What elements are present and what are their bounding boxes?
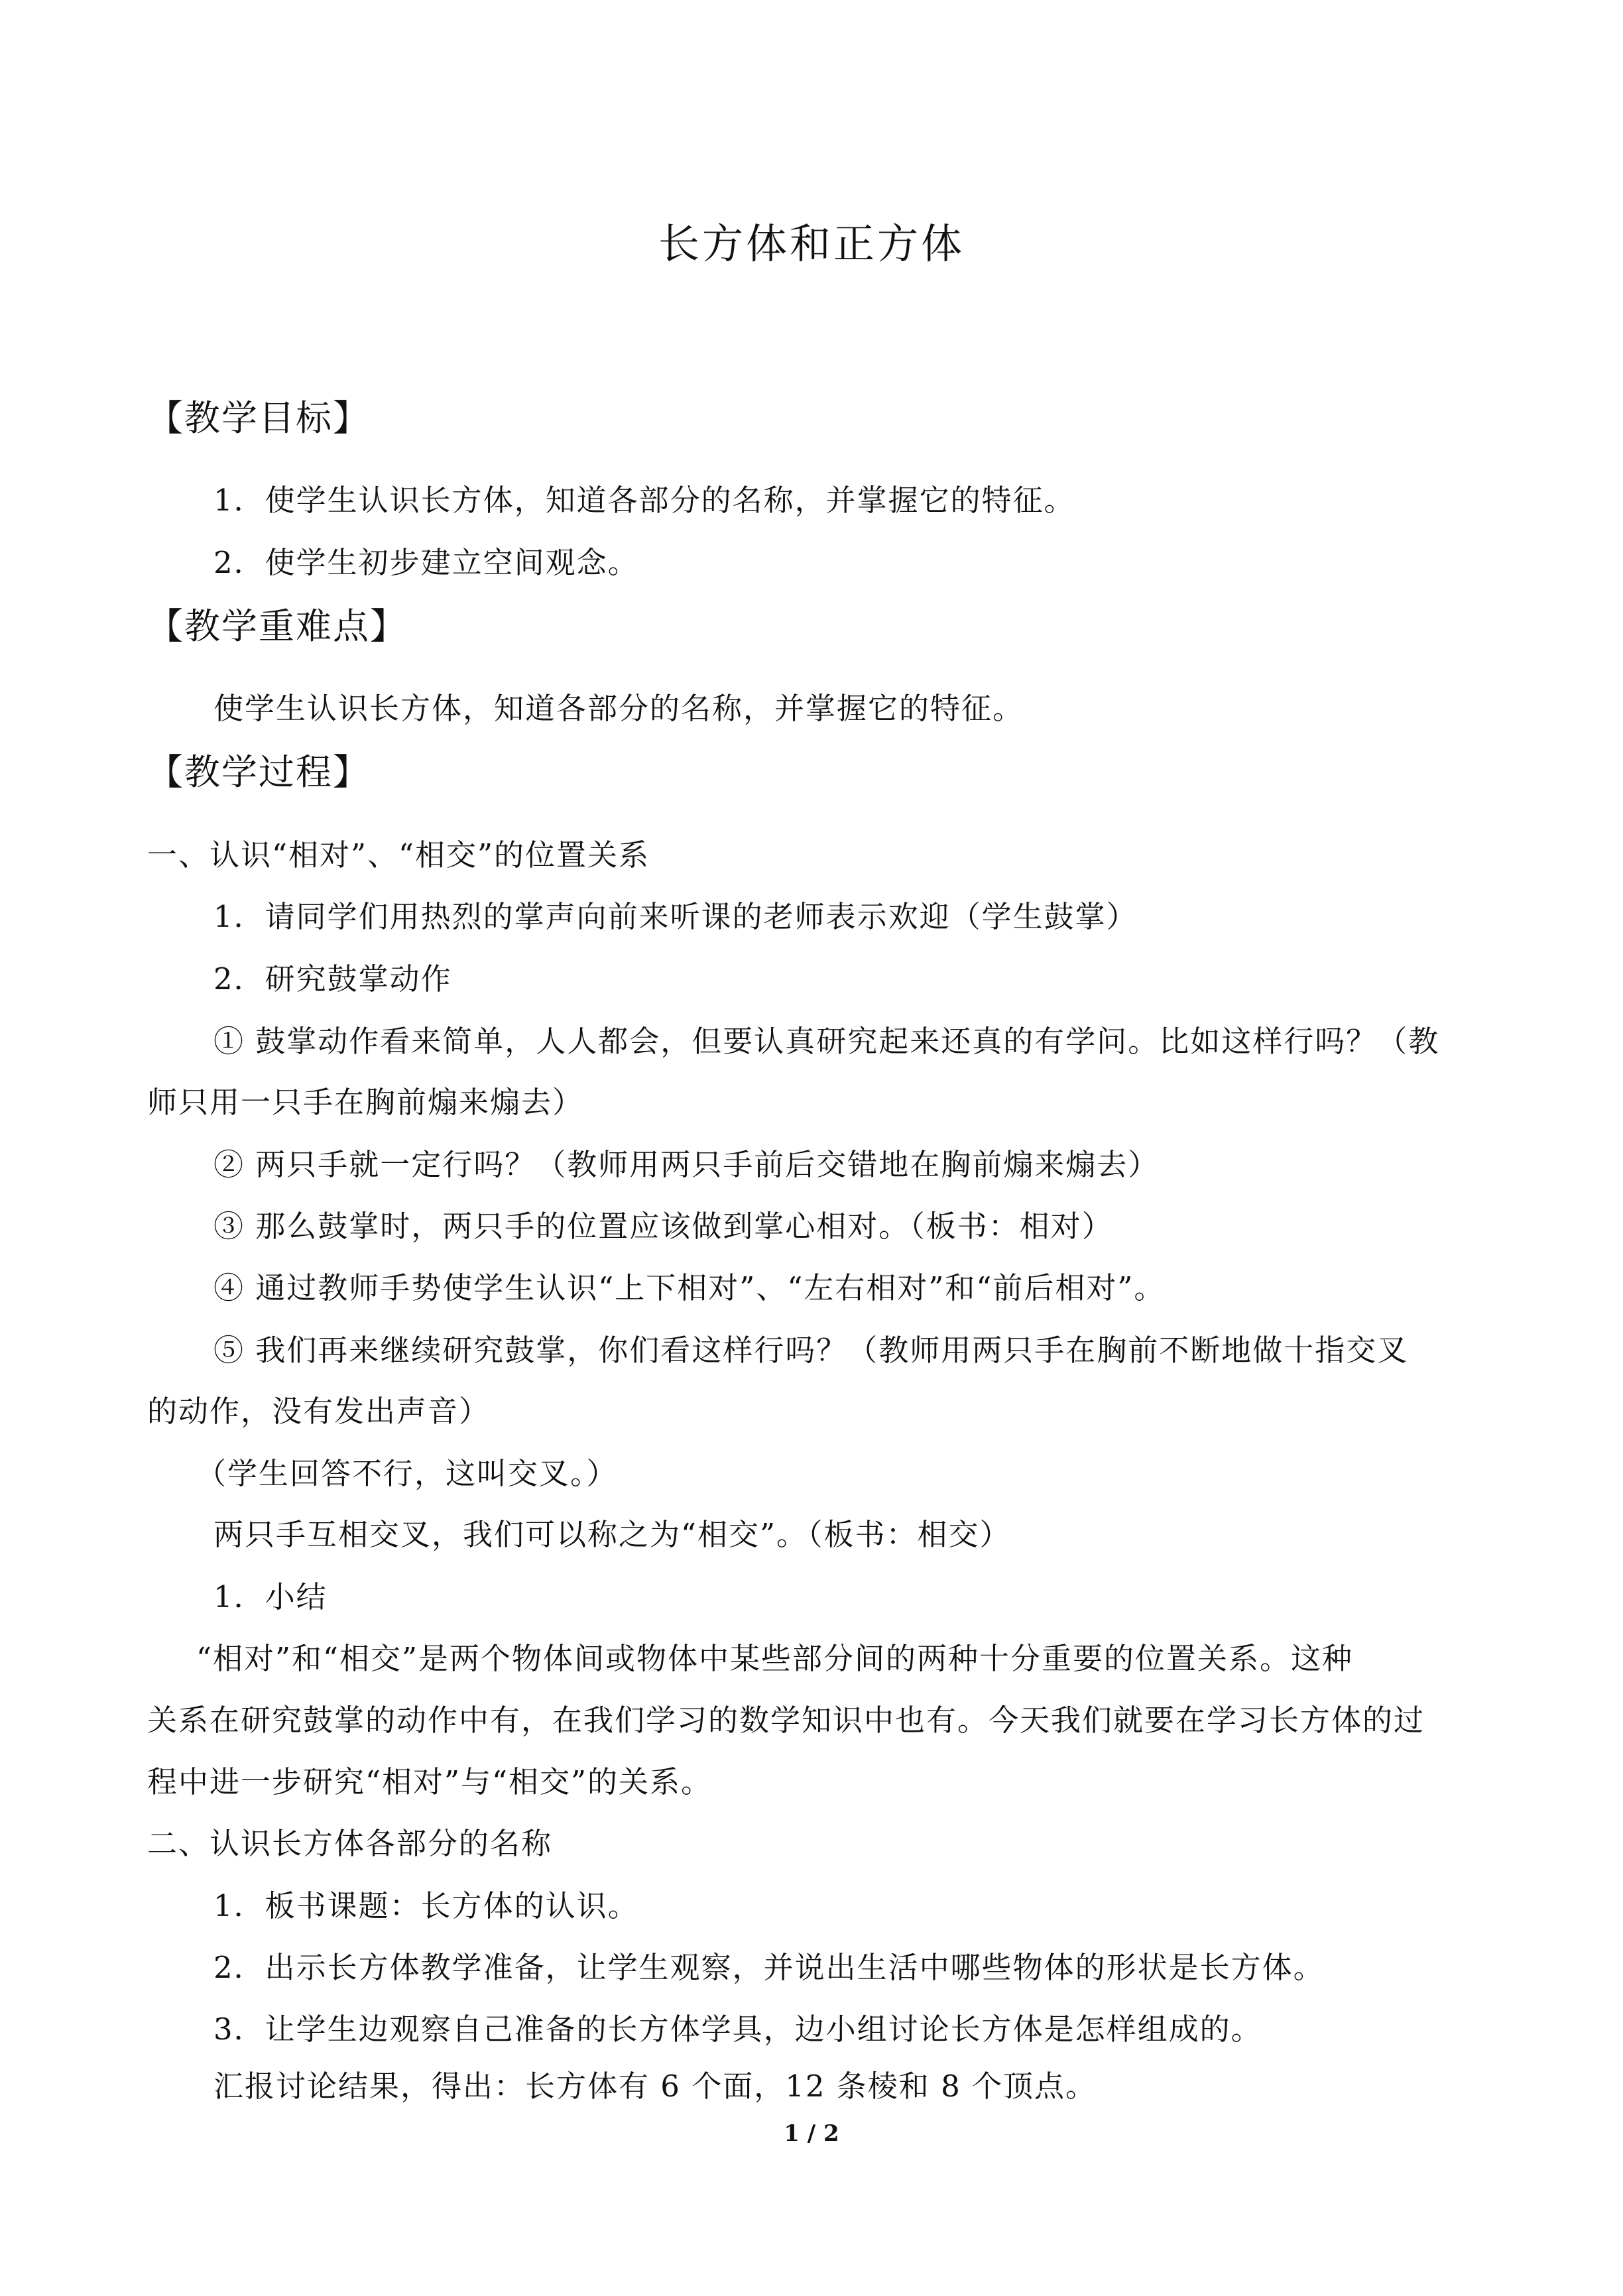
circle-item-2: ② 两只手就一定行吗？（教师用两只手前后交错地在胸前煽来煽去） bbox=[213, 1147, 1160, 1182]
summary-line-2: 关系在研究鼓掌的动作中有，在我们学习的数学知识中也有。今天我们就要在学习长方体的过 bbox=[147, 1703, 1425, 1738]
part1-step-1: 1．请同学们用热烈的掌声向前来听课的老师表示欢迎（学生鼓掌） bbox=[213, 899, 1138, 934]
part2-title: 二、认识长方体各部分的名称 bbox=[147, 1826, 553, 1861]
part2-step-1: 1．板书课题：长方体的认识。 bbox=[213, 1888, 639, 1923]
heading-teaching-goals: 【教学目标】 bbox=[147, 397, 370, 439]
circle-item-1-line-1: ① 鼓掌动作看来简单，人人都会，但要认真研究起来还真的有学问。比如这样行吗？（教 bbox=[213, 1024, 1440, 1059]
heading-key-points: 【教学重难点】 bbox=[147, 605, 407, 647]
heading-teaching-process: 【教学过程】 bbox=[147, 751, 370, 793]
circle-item-1-line-2: 师只用一只手在胸前煽来煽去） bbox=[147, 1085, 584, 1120]
part1-title: 一、认识“相对”、“相交”的位置关系 bbox=[147, 837, 650, 873]
circle-item-5-line-1: ⑤ 我们再来继续研究鼓掌，你们看这样行吗？（教师用两只手在胸前不断地做十指交叉 bbox=[213, 1333, 1409, 1368]
page-number: 1 / 2 bbox=[784, 2120, 839, 2147]
student-answer: （学生回答不行，这叫交叉。） bbox=[196, 1456, 618, 1491]
part2-result: 汇报讨论结果，得出：长方体有 6 个面，12 条棱和 8 个顶点。 bbox=[213, 2069, 1097, 2104]
circle-item-3: ③ 那么鼓掌时，两只手的位置应该做到掌心相对。（板书：相对） bbox=[213, 1209, 1113, 1244]
document-title: 长方体和正方体 bbox=[658, 219, 965, 268]
summary-label: 1．小结 bbox=[213, 1579, 328, 1614]
summary-line-3: 程中进一步研究“相对”与“相交”的关系。 bbox=[147, 1764, 713, 1799]
part2-step-2: 2．出示长方体教学准备，让学生观察，并说出生活中哪些物体的形状是长方体。 bbox=[213, 1950, 1325, 1985]
summary-line-1: “相对”和“相交”是两个物体间或物体中某些部分间的两种十分重要的位置关系。这种 bbox=[196, 1641, 1354, 1676]
part2-step-3: 3．让学生边观察自己准备的长方体学具，边小组讨论长方体是怎样组成的。 bbox=[213, 2012, 1262, 2047]
part1-step-2: 2．研究鼓掌动作 bbox=[213, 961, 452, 997]
key-points-text: 使学生认识长方体，知道各部分的名称，并掌握它的特征。 bbox=[213, 691, 1024, 726]
circle-item-4: ④ 通过教师手势使学生认识“上下相对”、“左右相对”和“前后相对”。 bbox=[213, 1270, 1166, 1305]
goal-item-1: 1．使学生认识长方体，知道各部分的名称，并掌握它的特征。 bbox=[213, 483, 1075, 518]
circle-item-5-line-2: 的动作，没有发出声音） bbox=[147, 1394, 491, 1429]
goal-item-2: 2．使学生初步建立空间观念。 bbox=[213, 545, 639, 580]
cross-definition: 两只手互相交叉，我们可以称之为“相交”。（板书：相交） bbox=[213, 1517, 1011, 1552]
